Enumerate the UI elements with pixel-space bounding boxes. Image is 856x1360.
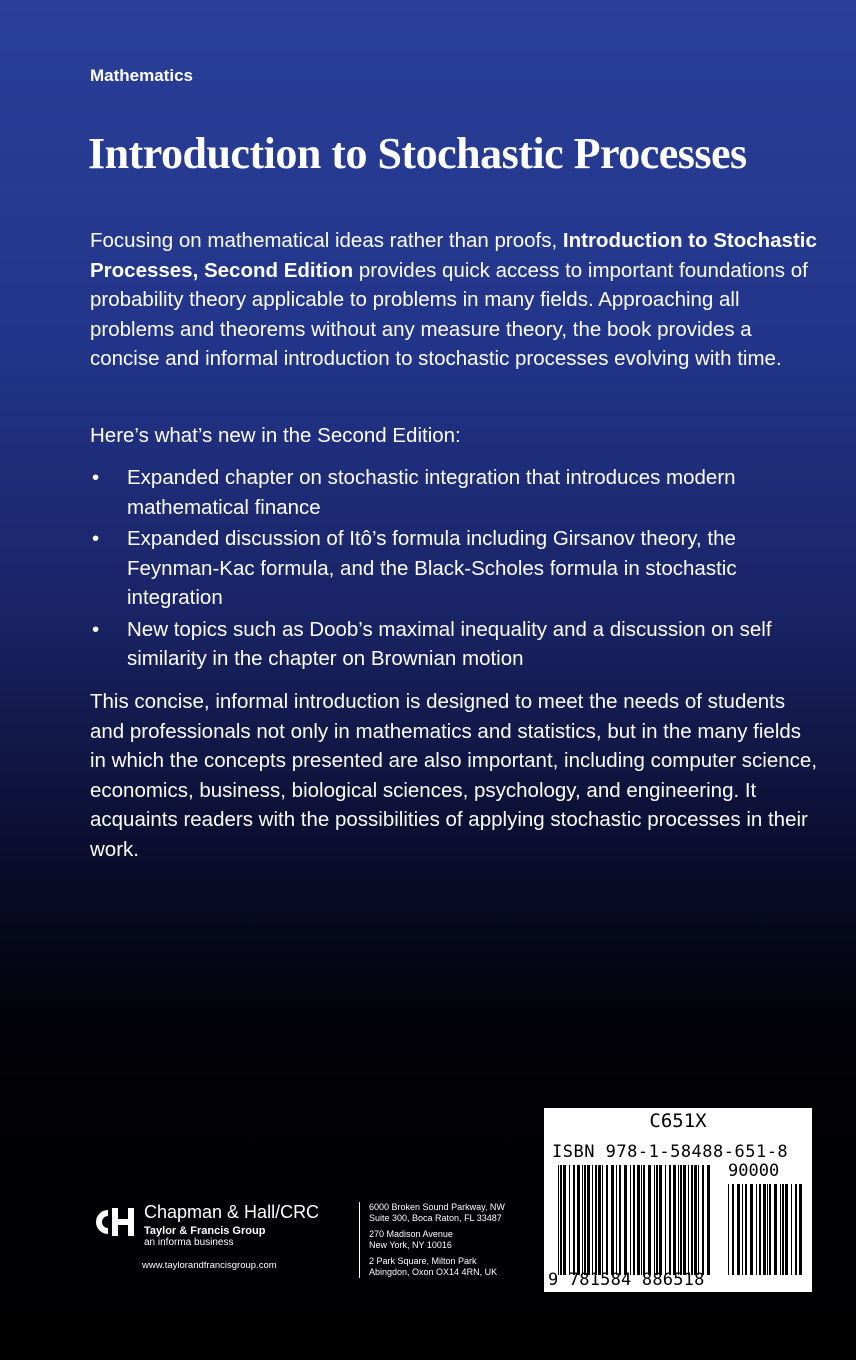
barcode-bar: [680, 1165, 682, 1275]
barcode-digits: 9 781584 886518: [548, 1270, 705, 1290]
barcode-bar: [707, 1165, 710, 1275]
barcode-bar: [737, 1184, 740, 1275]
barcode-bar: [728, 1184, 729, 1275]
intro-paragraph: [90, 226, 820, 374]
list-item-text: Expanded discussion of Itô’s formula including Girsanov theory, the Feynman-Kac formula, and the Black-Scholes formula in stochastic integration: [127, 527, 737, 609]
isbn-barcode-box: [544, 1108, 812, 1292]
barcode-bar: [774, 1184, 777, 1275]
intro-rest: provides quick access to important foundations of probability theory applicable to problems in many fields. Approaching all problems and theorems without any measure theory, the book provides a concise and informal introduction to stochastic processes evolving with time.: [90, 258, 808, 370]
barcode-bar: [795, 1184, 797, 1275]
publisher-name: Chapman & Hall/CRC: [144, 1202, 320, 1222]
barcode-bar: [698, 1165, 699, 1275]
isbn-number: ISBN 978-1-58488-651-8: [552, 1142, 789, 1162]
publisher-subline: an informa business: [144, 1237, 234, 1248]
barcode-bar: [595, 1165, 597, 1275]
list-item-text: Expanded chapter on stochastic integration that introduces modern mathematical finance: [127, 466, 736, 519]
barcode-bar: [763, 1184, 766, 1275]
barcode-bar: [573, 1165, 575, 1275]
barcode-bar: [630, 1165, 631, 1275]
barcode-bar: [683, 1165, 686, 1275]
barcode-bar: [659, 1165, 662, 1275]
barcode-bar: [678, 1165, 679, 1275]
barcode-addon-bars-icon: [728, 1184, 802, 1275]
chapman-hall-logo-icon: [90, 1204, 138, 1240]
barcode-bar: [624, 1165, 627, 1275]
barcode-bars-icon: [558, 1165, 714, 1275]
barcode-bar: [643, 1165, 645, 1275]
category-label: Mathematics: [90, 66, 193, 85]
list-item: [90, 615, 820, 674]
barcode-bar: [759, 1184, 761, 1275]
barcode-code: C651X: [649, 1110, 707, 1132]
barcode-bar: [782, 1184, 784, 1275]
barcode-bar: [648, 1165, 651, 1275]
barcode-bar: [791, 1184, 792, 1275]
intro-bold-title: Introduction to Stochastic Processes, Second Edition: [90, 229, 817, 282]
barcode-bar: [587, 1165, 590, 1275]
barcode-bar: [584, 1165, 586, 1275]
barcode-bar: [611, 1165, 614, 1275]
address-line: New York, NY 10016: [369, 1240, 452, 1250]
price-code: 90000: [728, 1161, 780, 1181]
barcode-bar: [558, 1165, 559, 1275]
publisher-addresses: [369, 1202, 505, 1278]
barcode-bar: [694, 1165, 697, 1275]
list-item: [90, 463, 820, 522]
address-line: 2 Park Square, Milton Park: [369, 1256, 477, 1266]
barcode-bar: [654, 1165, 655, 1275]
barcode-bar: [785, 1184, 788, 1275]
barcode-bar: [688, 1165, 689, 1275]
list-item: [90, 524, 820, 613]
barcode-bar: [619, 1165, 621, 1275]
barcode-bar: [767, 1184, 768, 1275]
barcode-bar: [616, 1165, 617, 1275]
barcode-bar: [633, 1165, 635, 1275]
barcode-bar: [563, 1165, 566, 1275]
list-item-text: New topics such as Doob’s maximal inequality and a discussion on self similarity in the chapter on Brownian motion: [127, 617, 772, 670]
publisher-logo: [90, 1200, 360, 1280]
address-line: 6000 Broken Sound Parkway, NW: [369, 1202, 505, 1212]
bullet-icon: •: [92, 617, 100, 641]
barcode-bar: [577, 1165, 580, 1275]
barcode-bar: [756, 1184, 757, 1275]
address-line: Suite 300, Boca Raton, FL 33487: [369, 1213, 502, 1223]
barcode-bar: [598, 1165, 601, 1275]
barcode-bar: [780, 1184, 781, 1275]
barcode-bar: [582, 1165, 583, 1275]
barcode-bar: [691, 1165, 693, 1275]
address-line: Abingdon, Oxon OX14 4RN, UK: [369, 1267, 498, 1277]
publisher-url: www.taylorandfrancisgroup.com: [142, 1260, 277, 1271]
barcode-bar: [732, 1184, 734, 1275]
barcode-bar: [665, 1165, 666, 1275]
barcode-bar: [602, 1165, 603, 1275]
barcode-bar: [592, 1165, 593, 1275]
barcode-bar: [637, 1165, 640, 1275]
closing-paragraph: This concise, informal introduction is designed to meet the needs of students and professionals not only in mathematics and statistics, but in the many fields in which the concepts presented are also important, including computer science, economics, business, biological sciences, psychology, and engineering. It acquaints readers with the possibilities of applying stochastic processes in their work.: [90, 690, 818, 861]
new-features-list: [90, 463, 820, 676]
barcode-bar: [750, 1184, 753, 1275]
barcode-bar: [669, 1165, 671, 1275]
barcode-bar: [702, 1165, 704, 1275]
book-title: Introduction to Stochastic Processes: [88, 129, 747, 178]
barcode-bar: [799, 1184, 802, 1275]
bullet-icon: •: [92, 527, 100, 550]
barcode-bar: [560, 1165, 562, 1275]
barcode-bar: [641, 1165, 642, 1275]
barcode-bar: [656, 1165, 658, 1275]
intro-lead: Focusing on mathematical ideas rather than proofs,: [90, 229, 563, 252]
barcode-bar: [673, 1165, 676, 1275]
bullet-icon: •: [92, 466, 100, 489]
publisher-group: Taylor & Francis Group: [144, 1225, 266, 1237]
address-line: 270 Madison Avenue: [369, 1229, 453, 1239]
new-edition-heading: Here’s what’s new in the Second Edition:: [90, 424, 461, 447]
barcode-bar: [769, 1184, 771, 1275]
barcode-bar: [742, 1184, 743, 1275]
barcode-bar: [745, 1184, 747, 1275]
barcode-bar: [569, 1165, 570, 1275]
address-divider: [359, 1202, 360, 1278]
barcode-bar: [606, 1165, 608, 1275]
